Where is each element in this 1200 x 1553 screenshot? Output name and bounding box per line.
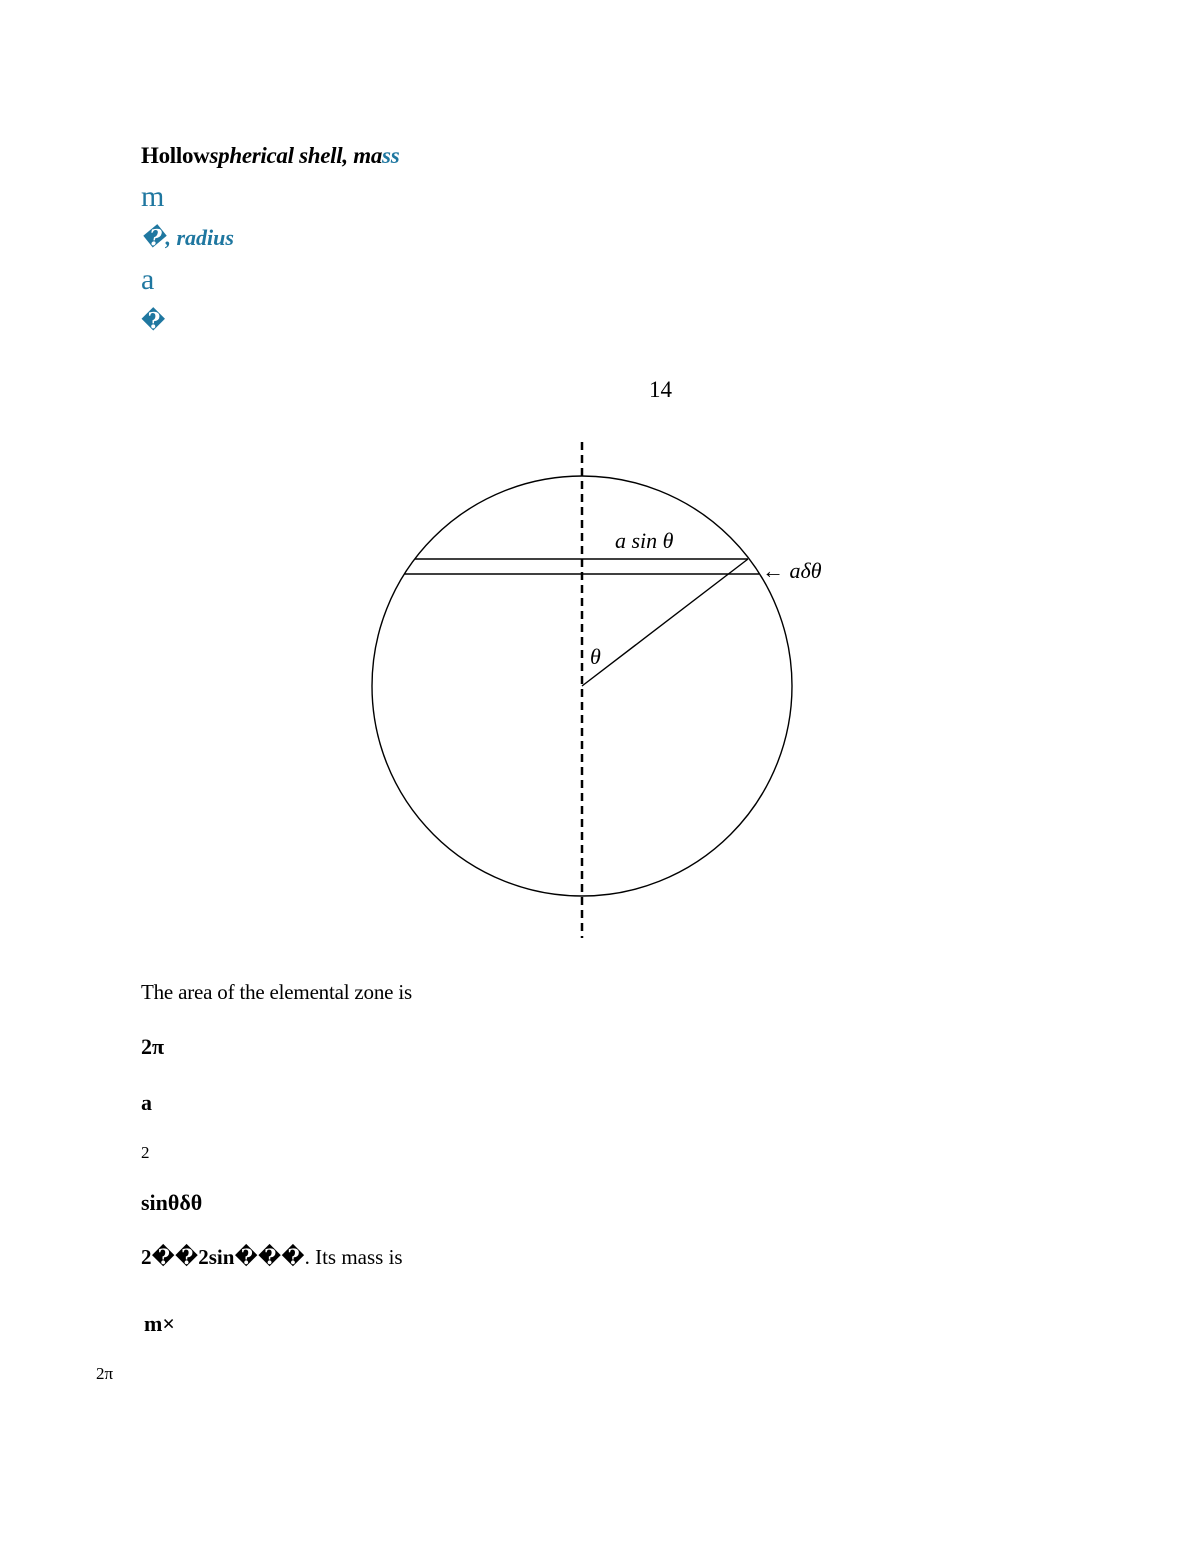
heading [141, 143, 399, 169]
page-number: 14 [649, 377, 672, 402]
label-a-delta-theta: ← aδθ [762, 558, 822, 583]
formula-2pi: 2π [141, 1034, 165, 1059]
symbol-a: a [141, 263, 155, 296]
mass-text: . Its mass is [304, 1245, 403, 1269]
replacement-glyph: � [141, 308, 166, 333]
formula-2pi-denominator: 2π [96, 1364, 114, 1383]
radius-line: �, radius [141, 225, 234, 250]
symbol-m: m [141, 180, 165, 213]
formula-sin-theta-delta-theta: sinθδθ [141, 1190, 203, 1215]
formula-exponent-2: 2 [141, 1143, 150, 1162]
mass-equation: 2��2sin��� [141, 1245, 305, 1269]
heading-part1: Hollow [141, 143, 210, 168]
heading-part3: ss [382, 143, 400, 168]
area-text: The area of the elemental zone is [141, 980, 412, 1004]
radius-line-segment [582, 559, 748, 686]
formula-m-times: m× [144, 1311, 175, 1336]
mass-line [141, 1244, 403, 1270]
spherical-shell-figure [360, 440, 860, 940]
formula-a: a [141, 1090, 152, 1115]
label-a-sin-theta: a sin θ [615, 528, 674, 553]
label-theta: θ [590, 644, 601, 669]
heading-part2: spherical shell, ma [209, 143, 383, 168]
